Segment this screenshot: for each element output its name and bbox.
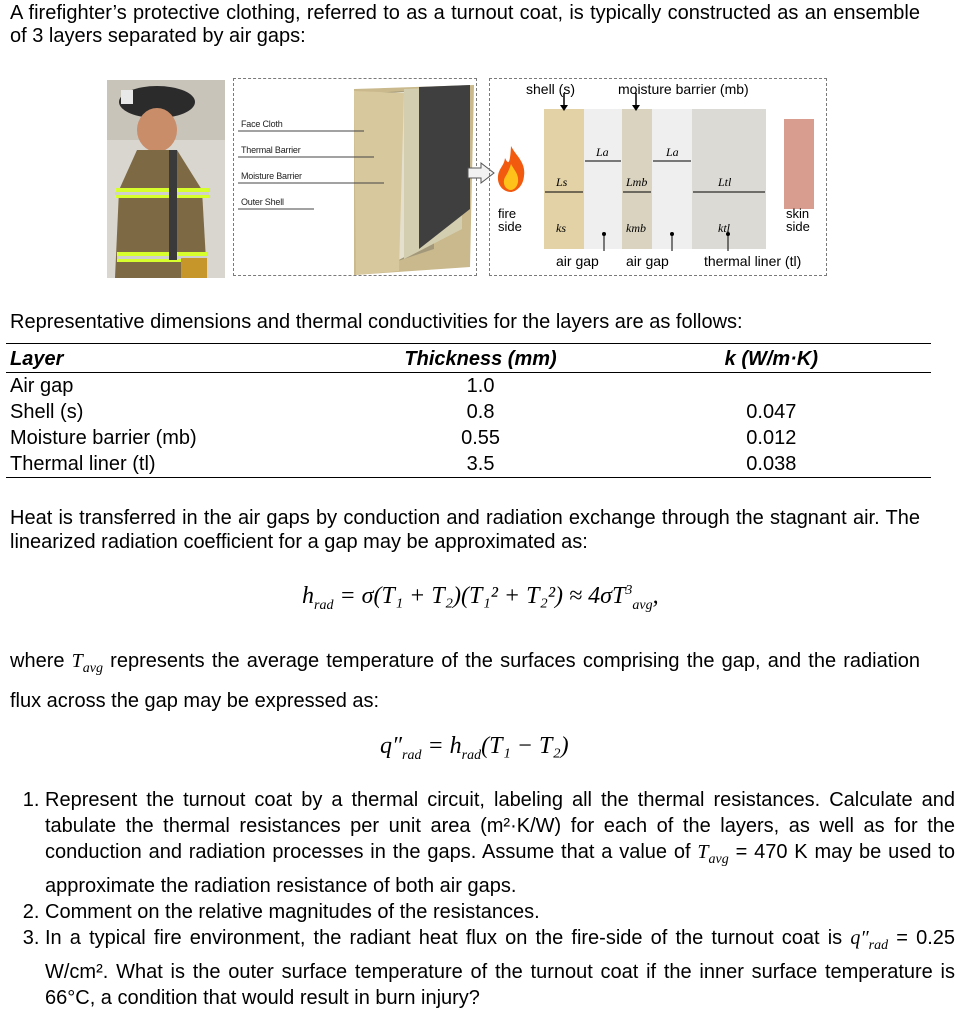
cell-thickness: 0.55 bbox=[461, 426, 501, 449]
eq1-rhs: = σ(T₁ + T₂)(T₁² + T₂²) ≈ 4σT bbox=[339, 583, 626, 609]
layer-gap-diagram bbox=[489, 78, 827, 276]
layer-label-moisture-barrier: Moisture Barrier bbox=[241, 171, 302, 181]
question-list bbox=[10, 787, 955, 1011]
cell-k bbox=[612, 373, 931, 400]
symbol-Lmb: Lmb bbox=[626, 175, 648, 189]
q3-symbol: q″ bbox=[850, 927, 869, 949]
fire-side-label-line1: fire bbox=[498, 206, 517, 221]
eq2-lhs: q″ bbox=[380, 733, 402, 759]
representative-text: Representative dimensions and thermal conductivities for the layers are as follows: bbox=[10, 311, 743, 333]
layer-properties-table bbox=[6, 343, 931, 478]
layer-label-thermal-barrier: Thermal Barrier bbox=[241, 145, 301, 155]
layer-gap-schematic bbox=[490, 79, 826, 275]
cell-layer: Air gap bbox=[10, 374, 74, 397]
q1-text-b: = 470 K may be used to approximate the radiation resistance of both air gaps. bbox=[45, 841, 955, 897]
symbol-ks: ks bbox=[556, 221, 566, 235]
eq1-lhs: h bbox=[302, 583, 314, 609]
header-thickness: Thickness (mm) bbox=[349, 344, 611, 373]
q3-text-a: In a typical fire environment, the radiant heat flux on the fire-side of the turnout coat is bbox=[45, 927, 843, 949]
turnout-coat-figure bbox=[0, 72, 931, 287]
eq2-lhs-sub: rad bbox=[402, 747, 422, 763]
fabric-layers-box bbox=[233, 78, 477, 276]
where-paragraph bbox=[10, 645, 920, 718]
where-symbol-sub: avg bbox=[82, 661, 103, 676]
table-row bbox=[6, 373, 931, 400]
equation-hrad bbox=[302, 583, 659, 614]
eq1-lhs-sub: rad bbox=[314, 597, 334, 613]
cell-k: 0.047 bbox=[746, 400, 797, 423]
symbol-La-2: La bbox=[666, 145, 679, 159]
firefighter-photo bbox=[107, 80, 225, 278]
symbol-Ltl: Ltl bbox=[718, 175, 732, 189]
eq2-mid: = h bbox=[427, 733, 462, 759]
equation-qrad bbox=[380, 733, 569, 764]
q1-symbol: T bbox=[697, 841, 709, 863]
layer-label-face-cloth: Face Cloth bbox=[241, 119, 283, 129]
cell-layer: Thermal liner (tl) bbox=[6, 451, 349, 478]
fire-side-label-line2: side bbox=[498, 219, 522, 234]
q1-text-a: Represent the turnout coat by a thermal circuit, labeling all the thermal resistances. Calculate and tabulate the thermal resistances per unit area (m²·K/W) for each of the layers, as well as for the conduction and radiation processes in the gaps. Assume that a value of bbox=[45, 789, 955, 863]
where-text-b: represents the average temperature of the surfaces comprising the gap, and the radiation flux across the gap may be expressed as: bbox=[10, 650, 920, 712]
table-row bbox=[6, 399, 931, 425]
question-2: 2. Comment on the relative magnitudes of the resistances. bbox=[45, 899, 955, 925]
eq1-rhs-sup: 3 bbox=[625, 583, 633, 598]
symbol-Ls: Ls bbox=[556, 175, 568, 189]
where-text-a: where bbox=[10, 650, 65, 672]
cell-k: 0.012 bbox=[746, 426, 797, 449]
air-gap-label-1: air gap bbox=[556, 253, 599, 269]
cell-thickness: 1.0 bbox=[466, 374, 495, 397]
cell-k: 0.038 bbox=[612, 451, 931, 478]
skin-side-label-line1: skin bbox=[786, 206, 810, 221]
where-symbol: T bbox=[71, 650, 83, 672]
cell-layer: Moisture barrier (mb) bbox=[10, 426, 197, 449]
shell-label: shell (s) bbox=[526, 81, 576, 97]
air-gap-label-2: air gap bbox=[626, 253, 669, 269]
intro-paragraph: A firefighter’s protective clothing, referred to as a turnout coat, is typically constructed as an ensemble of 3 layers separated by air gaps: bbox=[10, 2, 920, 47]
question-1 bbox=[45, 787, 955, 899]
moisture-barrier-label: moisture barrier (mb) bbox=[618, 81, 749, 97]
symbol-kmb: kmb bbox=[626, 221, 646, 235]
table-header-row bbox=[6, 344, 931, 373]
eq2-mid-sub: rad bbox=[461, 747, 482, 763]
thermal-liner-label: thermal liner (tl) bbox=[704, 253, 802, 269]
cell-thickness: 3.5 bbox=[349, 451, 611, 478]
header-k: k (W/m·K) bbox=[612, 344, 931, 373]
symbol-ktl: ktl bbox=[718, 221, 730, 235]
q3-symbol-sub: rad bbox=[868, 938, 889, 953]
layer-label-outer-shell: Outer Shell bbox=[241, 197, 284, 207]
table-row bbox=[6, 425, 931, 451]
q3-text-b: = 0.25 W/cm². What is the outer surface temperature of the turnout coat if the inner surface temperature is 66°C, a condition that would result in burn injury? bbox=[45, 927, 955, 1009]
skin-side-label-line2: side bbox=[786, 219, 810, 234]
symbol-La-1: La bbox=[596, 145, 609, 159]
eq1-tail: , bbox=[652, 583, 659, 609]
eq2-rhs: (T₁ − T₂) bbox=[481, 733, 569, 759]
cell-layer: Shell (s) bbox=[10, 400, 84, 423]
table-row bbox=[6, 451, 931, 478]
question-3 bbox=[45, 925, 955, 1011]
cell-thickness: 0.8 bbox=[466, 400, 495, 423]
eq1-rhs-sub: avg bbox=[632, 597, 653, 613]
heat-transfer-paragraph: Heat is transferred in the air gaps by conduction and radiation exchange through the stagnant air. The linearized radiation coefficient for a gap may be approximated as: bbox=[10, 507, 920, 553]
header-layer: Layer bbox=[6, 344, 349, 373]
q1-symbol-sub: avg bbox=[708, 852, 729, 867]
